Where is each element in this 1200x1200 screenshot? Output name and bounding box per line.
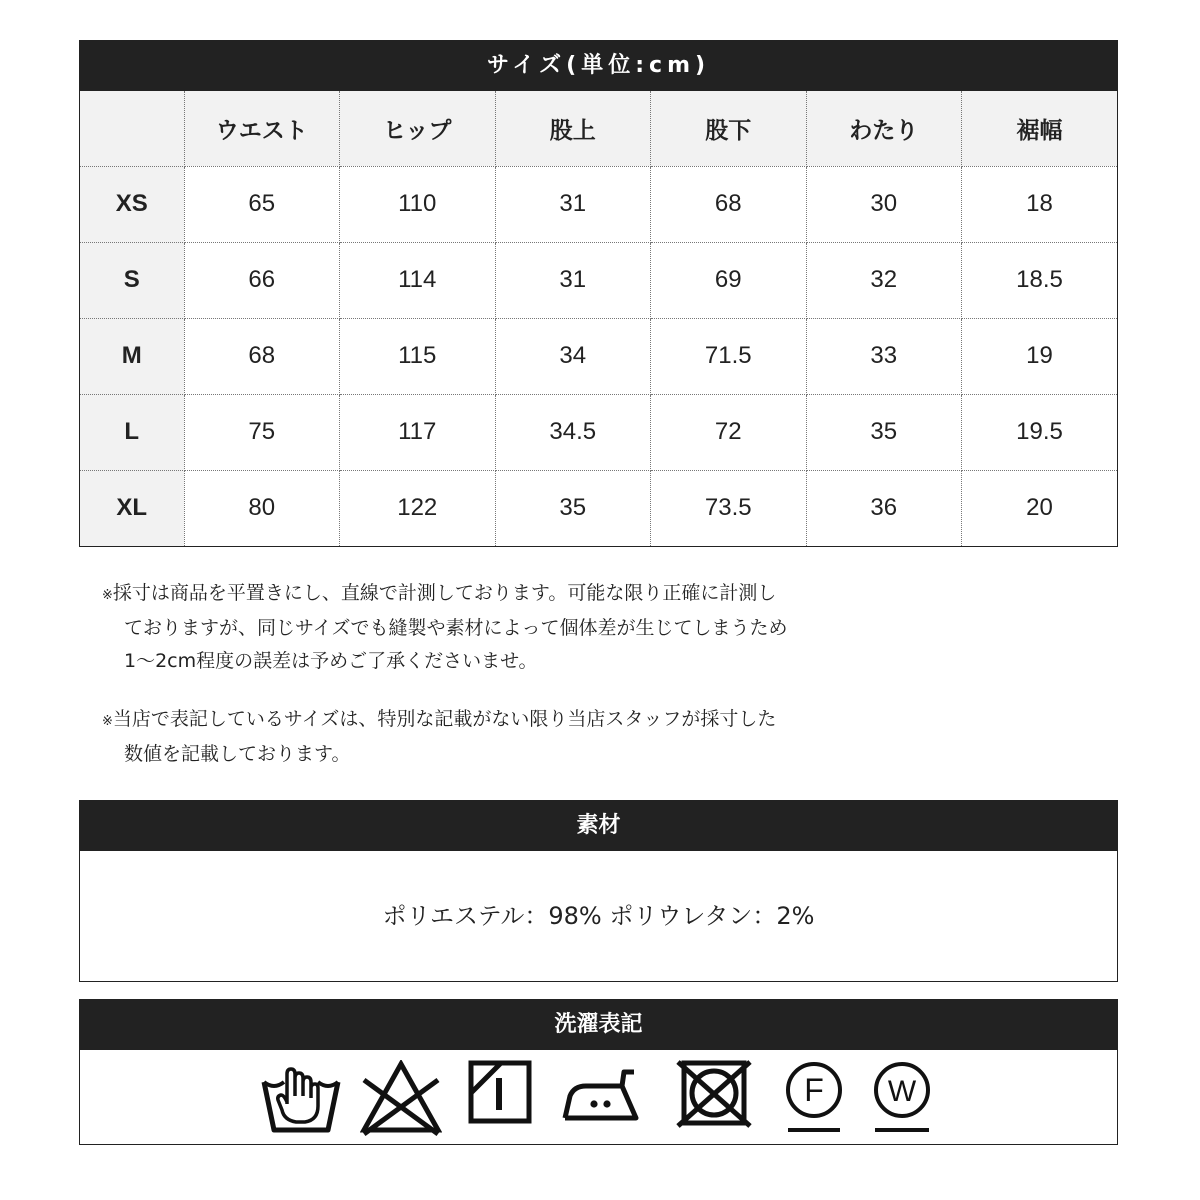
note-mark: ※ bbox=[102, 714, 113, 729]
table-cell: 34 bbox=[495, 318, 651, 394]
size-table-title: サイズ(単位:cm) bbox=[80, 41, 1117, 91]
row-header-size: XS bbox=[80, 166, 184, 242]
table-cell: 30 bbox=[806, 166, 962, 242]
table-cell: 75 bbox=[184, 394, 340, 470]
washing-icons bbox=[80, 1050, 1117, 1144]
note-text: 当店で表記しているサイズは、特別な記載がない限り当店スタッフが採寸した bbox=[112, 708, 777, 730]
corner-cell bbox=[80, 91, 184, 166]
note-line: 1〜2cm程度の誤差は予めご了承くださいませ。 bbox=[124, 650, 538, 672]
iron-low-icon bbox=[562, 1060, 644, 1126]
material-composition: ポリエステル：98% ポリウレタン：2% bbox=[382, 902, 815, 930]
col-header-hem: 裾幅 bbox=[962, 91, 1118, 166]
table-cell: 69 bbox=[651, 242, 807, 318]
table-cell: 72 bbox=[651, 394, 807, 470]
col-header-waist: ウエスト bbox=[184, 91, 340, 166]
table-cell: 115 bbox=[340, 318, 496, 394]
row-header-size: L bbox=[80, 394, 184, 470]
table-cell: 68 bbox=[651, 166, 807, 242]
hand-wash-icon bbox=[260, 1060, 342, 1136]
size-source-note bbox=[102, 703, 776, 771]
wet-clean-letter: W bbox=[887, 1075, 917, 1108]
table-row bbox=[80, 318, 1117, 394]
table-cell: 34.5 bbox=[495, 394, 651, 470]
table-row bbox=[80, 242, 1117, 318]
table-row bbox=[80, 470, 1117, 546]
material-title: 素材 bbox=[80, 801, 1117, 851]
table-cell: 20 bbox=[962, 470, 1118, 546]
dry-clean-f-icon bbox=[784, 1060, 844, 1136]
dry-clean-letter: F bbox=[804, 1072, 824, 1108]
col-header-hip: ヒップ bbox=[340, 91, 496, 166]
line-dry-shade-icon bbox=[468, 1060, 532, 1126]
table-cell: 35 bbox=[806, 394, 962, 470]
table-cell: 32 bbox=[806, 242, 962, 318]
row-header-size: XL bbox=[80, 470, 184, 546]
size-table-header-row bbox=[80, 91, 1117, 166]
table-cell: 19 bbox=[962, 318, 1118, 394]
measurement-note bbox=[102, 577, 787, 678]
col-header-inseam: 股下 bbox=[651, 91, 807, 166]
size-table bbox=[80, 91, 1117, 546]
washing-section bbox=[79, 999, 1118, 1145]
table-cell: 19.5 bbox=[962, 394, 1118, 470]
note-mark: ※ bbox=[102, 588, 113, 603]
table-cell: 117 bbox=[340, 394, 496, 470]
note-line: ておりますが、同じサイズでも縫製や素材によって個体差が生じてしまうため bbox=[124, 617, 788, 639]
table-cell: 65 bbox=[184, 166, 340, 242]
table-cell: 80 bbox=[184, 470, 340, 546]
table-cell: 71.5 bbox=[651, 318, 807, 394]
table-row bbox=[80, 394, 1117, 470]
col-header-rise: 股上 bbox=[495, 91, 651, 166]
table-cell: 31 bbox=[495, 242, 651, 318]
table-cell: 31 bbox=[495, 166, 651, 242]
table-cell: 122 bbox=[340, 470, 496, 546]
row-header-size: S bbox=[80, 242, 184, 318]
note-line bbox=[102, 703, 776, 738]
no-tumble-dry-icon bbox=[676, 1060, 752, 1128]
wet-clean-w-icon bbox=[871, 1060, 933, 1136]
row-header-size: M bbox=[80, 318, 184, 394]
table-cell: 18 bbox=[962, 166, 1118, 242]
note-line bbox=[102, 577, 787, 612]
washing-title: 洗濯表記 bbox=[80, 1000, 1117, 1050]
material-section bbox=[79, 800, 1118, 982]
table-cell: 18.5 bbox=[962, 242, 1118, 318]
table-cell: 73.5 bbox=[651, 470, 807, 546]
note-line: 数値を記載しております。 bbox=[124, 743, 351, 765]
table-row bbox=[80, 166, 1117, 242]
size-table-section bbox=[79, 40, 1118, 547]
table-cell: 35 bbox=[495, 470, 651, 546]
table-cell: 66 bbox=[184, 242, 340, 318]
table-cell: 68 bbox=[184, 318, 340, 394]
table-cell: 36 bbox=[806, 470, 962, 546]
col-header-thigh: わたり bbox=[806, 91, 962, 166]
table-cell: 110 bbox=[340, 166, 496, 242]
no-bleach-icon bbox=[360, 1060, 442, 1136]
table-cell: 114 bbox=[340, 242, 496, 318]
table-cell: 33 bbox=[806, 318, 962, 394]
note-text: 採寸は商品を平置きにし、直線で計測しております。可能な限り正確に計測し bbox=[112, 582, 777, 604]
